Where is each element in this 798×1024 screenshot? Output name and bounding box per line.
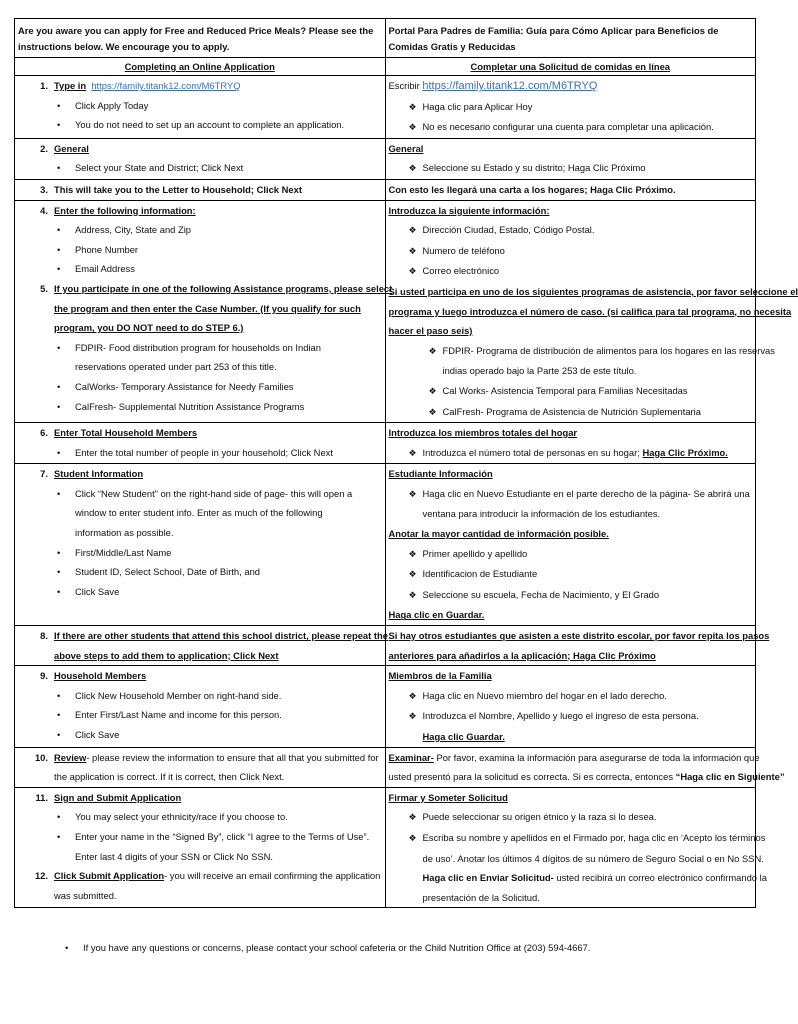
list-item-cont: Enter last 4 digits of your SSN or Click No SSN. [75, 850, 273, 862]
step-8-row [15, 626, 756, 666]
bullet-icon: ❖ [408, 569, 417, 580]
header-en: Are you aware you can apply for Free and Reduced Price Meals? Please see the instructions below. We encourage you to apply. [18, 25, 374, 52]
bullet-icon: • [57, 566, 61, 578]
bullet-icon: ❖ [408, 711, 417, 722]
list-item: CalWorks- Temporary Assistance for Needy Families [75, 380, 294, 392]
step-title: If there are other students that attend this school district, please repeat the [54, 630, 388, 642]
header-en-cell [15, 19, 386, 58]
step-title: Introduzca la siguiente información: [388, 204, 550, 216]
step-number: 7. [40, 468, 48, 480]
step-title: Type in [54, 80, 87, 91]
step-1-row [15, 76, 756, 139]
bullet-icon: ❖ [428, 345, 437, 356]
bullet-icon: ❖ [408, 266, 417, 277]
step-text: - you will receive an email confirming the application [164, 870, 381, 882]
step-title: Escribir [388, 80, 420, 91]
step-text-cont: the application is correct. If it is correct, then Click Next. [54, 771, 285, 783]
list-item-cont: ventana para introducir la información de los estudiantes. [422, 508, 661, 520]
bullet-icon: ❖ [408, 245, 417, 256]
list-item: FDPIR- Food distribution program for households on Indian [75, 341, 321, 353]
list-item: Numero de teléfono [422, 244, 505, 256]
bullet-icon: • [57, 729, 61, 740]
step-title: Introduzca los miembros totales del hogar [388, 427, 578, 439]
list-item: Click Save [75, 585, 120, 597]
step-title: Estudiante Información [388, 468, 493, 480]
step-title-cont: above steps to add them to application; Click Next [54, 649, 279, 661]
step-subtitle: Haga clic en Guardar. [388, 609, 485, 621]
bullet-icon: ❖ [408, 225, 417, 236]
list-item: Click New Household Member on right-hand side. [75, 689, 282, 701]
step-number: 12. [34, 870, 48, 882]
step-title: Firmar y Someter Solicitud [388, 791, 508, 803]
bullet-icon: • [57, 585, 61, 597]
list-item: Haga clic para Aplicar Hoy [422, 100, 533, 112]
step-title-cont: hacer el paso seis) [388, 325, 473, 337]
list-item: Click Apply Today [75, 99, 149, 111]
list-item: Introduzca el Nombre, Apellido y luego el ingreso de esta persona. [422, 710, 699, 722]
step-text-cont: usted presentó para la solicitud es correcta. Si es correcta, entonces [388, 771, 676, 783]
list-item-bold: Haga clic Guardar. [422, 731, 505, 742]
step-number: 2. [40, 142, 48, 154]
bullet-icon: ❖ [408, 101, 417, 112]
bullet-icon: • [57, 243, 61, 255]
list-item: Email Address [75, 263, 135, 275]
list-item: Identificacion de Estudiante [422, 568, 538, 580]
step-title-cont: programa y luego introduzca el número de caso. (si califica para tal programa, no necesita [388, 305, 792, 317]
step-number: 11. [35, 791, 48, 803]
list-item-bold: Haga Clic Próximo. [642, 446, 728, 458]
step-title: Student Information [54, 468, 144, 480]
bullet-icon: • [57, 446, 61, 458]
step-title: Review [54, 751, 87, 763]
list-item: Haga clic en Nuevo miembro del hogar en el lado derecho. [422, 689, 667, 701]
step-9-row [15, 666, 756, 747]
bullet-icon: • [57, 162, 61, 174]
step-title-cont: anteriores para añadirlos a la aplicación; Haga Clic Próximo [388, 649, 656, 661]
list-item: Click Save [75, 729, 120, 740]
step-title: Household Members [54, 670, 147, 682]
list-item: FDPIR- Programa de distribución de alimentos para los hogares en las reservas [442, 344, 775, 356]
step-text: - please review the information to ensure that all that you submitted for [86, 751, 379, 763]
list-item: Student ID, Select School, Date of Birth, and [75, 566, 261, 578]
bullet-icon: • [57, 487, 61, 499]
footer-note [65, 938, 590, 958]
step-title: Click Submit Application [54, 870, 165, 882]
step-text-bold: “Haga clic en Siguiente” [675, 771, 785, 783]
step-title: Con esto les llegará una carta a los hogares; Haga Clic Próximo. [388, 183, 676, 195]
step-number: 9. [40, 670, 48, 682]
step-title: This will take you to the Letter to Household; Click Next [54, 183, 302, 195]
step-3-row [15, 179, 756, 200]
list-item-cont: presentación de la Solicitud. [422, 891, 540, 903]
bullet-icon: • [57, 341, 61, 353]
header-row [15, 19, 756, 58]
header-es: Portal Para Padres de Familia: Guía para Cómo Aplicar para Beneficios de Comidas Gratis y Reducidas [388, 25, 719, 52]
step-text: Por favor, examina la información para asegurarse de toda la información que [433, 751, 760, 763]
bullet-icon: • [57, 830, 61, 842]
list-item: Dirección Ciudad, Estado, Código Postal. [422, 224, 595, 236]
list-item-cont: reservations operated under part 253 of this title. [75, 361, 277, 373]
step-number: 4. [40, 204, 48, 216]
instructions-table [14, 18, 798, 908]
bullet-icon: ❖ [408, 488, 417, 499]
step-title: Sign and Submit Application [54, 791, 182, 803]
list-item: Escriba su nombre y apellidos en el Firmado por, haga clic en ‘Acepto los términos [422, 831, 766, 843]
bullet-icon: • [57, 546, 61, 558]
bullet-icon: • [57, 400, 61, 412]
list-item: Cal Works- Asistencia Temporal para Familias Necesitadas [442, 384, 688, 396]
list-item: Correo electrónico [422, 265, 500, 277]
bullet-icon: ❖ [408, 163, 417, 174]
bullet-icon: ❖ [428, 406, 437, 417]
portal-link-es[interactable]: https://family.titank12.com/M6TRYQ [422, 80, 598, 92]
bullet-icon: • [57, 380, 61, 392]
step-number: 6. [40, 427, 48, 439]
bullet-icon: • [57, 119, 61, 131]
list-item-bold: Haga clic en Enviar Solicitud- [422, 872, 554, 884]
list-item: Select your State and District; Click Next [75, 162, 244, 174]
bullet-icon: ❖ [408, 690, 417, 701]
bullet-icon: ❖ [408, 812, 417, 823]
list-item-text: usted recibirá un correo electrónico confirmando la [553, 872, 767, 884]
step-title: If you participate in one of the following Assistance programs, please select [54, 282, 393, 294]
list-item: Enter the total number of people in your household; Click Next [75, 446, 333, 458]
step-subtitle: Anotar la mayor cantidad de información posible. [388, 528, 609, 540]
list-item: CalFresh- Supplemental Nutrition Assistance Programs [75, 400, 305, 412]
step-title: Enter Total Household Members [54, 427, 198, 439]
step-title: Examinar- [388, 751, 434, 763]
step-6-row [15, 423, 756, 464]
bullet-icon: • [57, 99, 61, 111]
list-item: Enter your name in the “Signed By”, click “I agree to the Terms of Use”. [75, 830, 370, 842]
subheader-es: Completar una Solicitud de comidas en línea [470, 61, 671, 72]
step-10-row [15, 747, 756, 787]
bullet-icon: ❖ [408, 548, 417, 559]
step-number: 8. [40, 630, 48, 642]
step-number: 5. [40, 282, 48, 294]
list-item: Haga clic en Nuevo Estudiante en el parte derecho de la página- Se abrirá una [422, 487, 750, 499]
step-number: 1. [40, 80, 48, 91]
step-title: General [54, 142, 89, 154]
list-item: Puede seleccionar su origen étnico y la raza si lo desea. [422, 811, 657, 823]
bullet-icon: ❖ [408, 589, 417, 600]
list-item: Primer apellido y apellido [422, 547, 528, 559]
step-title: Si usted participa en uno de los siguientes programas de asistencia, por favor seleccione el [388, 285, 798, 297]
list-item: You do not need to set up an account to complete an application. [75, 119, 345, 131]
list-item: First/Middle/Last Name [75, 546, 172, 558]
bullet-icon: ❖ [408, 122, 417, 133]
step-title: General [388, 142, 424, 154]
bullet-icon: ❖ [408, 832, 417, 843]
bullet-icon: ❖ [428, 385, 437, 396]
step-4-5-row [15, 200, 756, 423]
footer-text: If you have any questions or concerns, please contact your school cafeteria or the Child Nutrition Office at (203) 594-4667. [83, 942, 591, 953]
step-title: Enter the following information: [54, 204, 196, 216]
bullet-icon: • [57, 811, 61, 823]
step-7-row [15, 464, 756, 626]
bullet-icon: • [57, 263, 61, 275]
portal-link[interactable]: https://family.titank12.com/M6TRYQ [91, 80, 241, 91]
subheader-en: Completing an Online Application [124, 61, 275, 72]
list-item-cont: indias operado bajo la Parte 253 de este título. [442, 365, 637, 377]
step-number: 3. [40, 183, 48, 195]
step-number: 10. [34, 751, 48, 763]
header-es-cell [385, 19, 756, 58]
step-title: Si hay otros estudiantes que asisten a este distrito escolar, por favor repita los pasos [388, 630, 770, 642]
step-title: Miembros de la Familia [388, 670, 492, 682]
list-item: Seleccione su Estado y su distrito; Haga Clic Próximo [422, 162, 646, 174]
list-item: CalFresh- Programa de Asistencia de Nutrición Suplementaria [442, 405, 701, 417]
list-item: Seleccione su escuela, Fecha de Nacimiento, y El Grado [422, 588, 660, 600]
bullet-icon: • [65, 942, 69, 953]
list-item: You may select your ethnicity/race if you choose to. [75, 811, 288, 823]
list-item: Phone Number [75, 243, 139, 255]
list-item: Address, City, State and Zip [75, 224, 192, 236]
list-item: Introduzca el número total de personas en su hogar; [422, 446, 643, 458]
bullet-icon: ❖ [408, 447, 417, 458]
step-text-cont: was submitted. [54, 889, 117, 901]
bullet-icon: • [57, 709, 61, 721]
bullet-icon: • [57, 689, 61, 701]
instructions-page [14, 18, 798, 908]
list-item-cont: de uso’. Anotar los últimos 4 dígitos de su número de Seguro Social o en No SSN. [422, 852, 764, 864]
list-item: Enter First/Last Name and income for this person. [75, 709, 282, 721]
subheader-row [15, 58, 756, 76]
step-title-cont: the program and then enter the Case Number. (If you qualify for such [54, 302, 361, 314]
list-item: Click “New Student” on the right-hand side of page- this will open a [75, 487, 353, 499]
step-2-row [15, 138, 756, 179]
list-item: No es necesario configurar una cuenta para completar una aplicación. [422, 121, 714, 133]
step-title-cont: program, you DO NOT need to do STEP 6.) [54, 322, 244, 334]
bullet-icon: • [57, 224, 61, 236]
step-11-12-row [15, 787, 756, 908]
list-item-cont: information as possible. [75, 527, 174, 539]
list-item-cont: window to enter student info. Enter as much of the following [75, 507, 323, 519]
